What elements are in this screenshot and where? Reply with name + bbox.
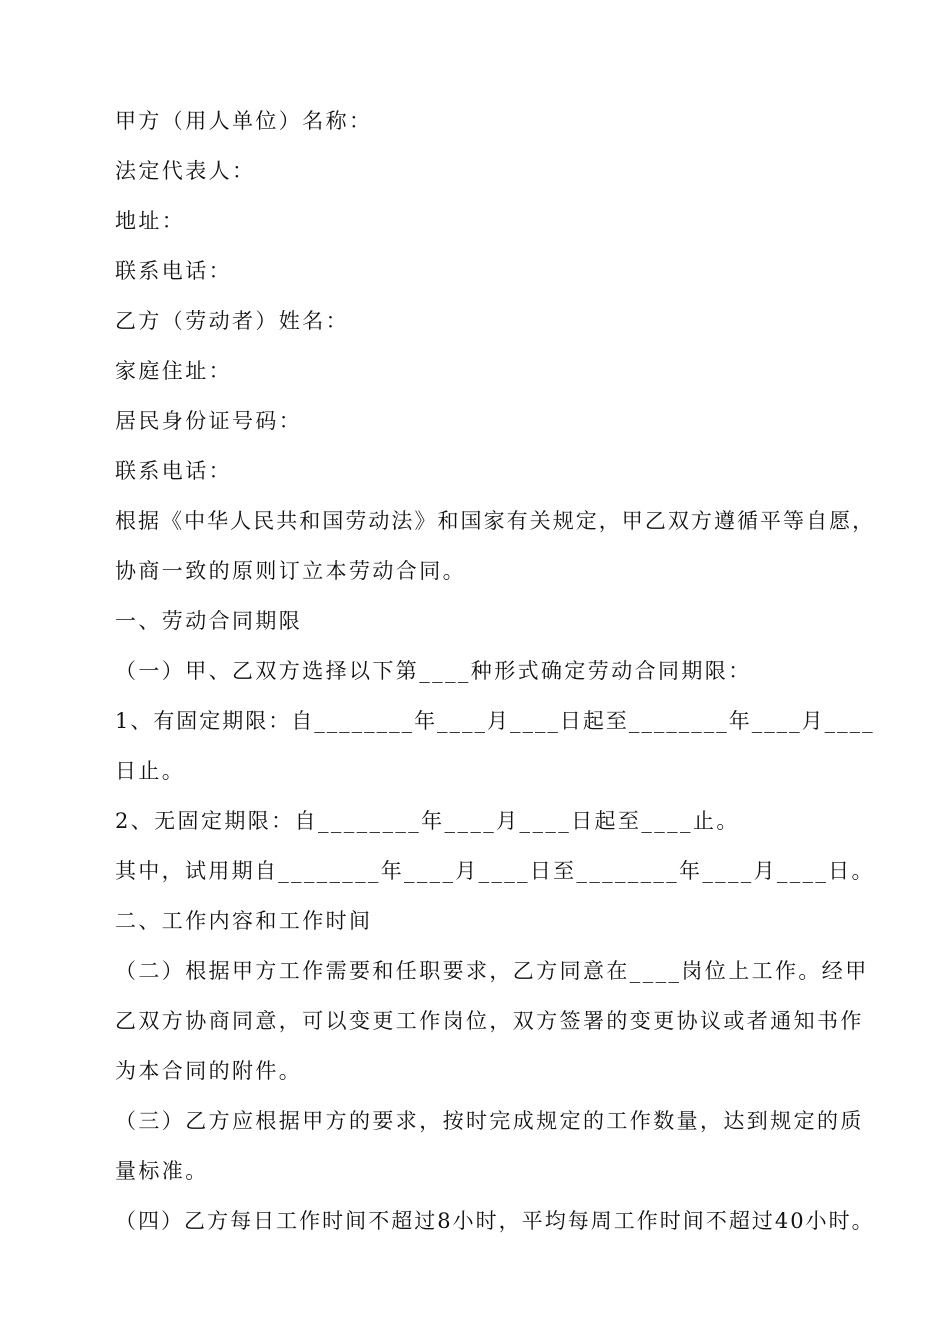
clause-2-line-1: （二）根据甲方工作需要和任职要求，乙方同意在____岗位上工作。经甲	[115, 959, 869, 983]
fixed-term-line-1: 1、有固定期限：自________年____月____日起至________年____月____	[115, 709, 875, 733]
legal-representative-line: 法定代表人：	[115, 159, 256, 183]
clause-3-line-1: （三）乙方应根据甲方的要求，按时完成规定的工作数量，达到规定的质	[115, 1109, 864, 1133]
clause-2-line-3: 为本合同的附件。	[115, 1059, 303, 1083]
probation-line: 其中，试用期自________年____月____日至________年____月____日。	[115, 859, 875, 883]
home-address-line: 家庭住址：	[115, 359, 232, 383]
section-2-heading: 二、工作内容和工作时间	[115, 909, 373, 933]
party-a-name-line: 甲方（用人单位）名称：	[115, 109, 373, 133]
preamble-line-2: 协商一致的原则订立本劳动合同。	[115, 559, 466, 583]
party-a-address-line: 地址：	[115, 209, 186, 233]
preamble-line-1: 根据《中华人民共和国劳动法》和国家有关规定，甲乙双方遵循平等自愿，	[115, 509, 876, 533]
section-1-heading: 一、劳动合同期限	[115, 609, 303, 633]
party-b-name-line: 乙方（劳动者）姓名：	[115, 309, 349, 333]
open-term-line: 2、无固定期限：自________年____月____日起至____止。	[115, 809, 740, 833]
clause-2-line-2: 乙双方协商同意，可以变更工作岗位，双方签署的变更协议或者通知书作	[115, 1009, 864, 1033]
fixed-term-line-2: 日止。	[115, 759, 186, 783]
id-number-line: 居民身份证号码：	[115, 409, 303, 433]
clause-1-line: （一）甲、乙双方选择以下第____种形式确定劳动合同期限：	[115, 659, 752, 683]
party-b-phone-line: 联系电话：	[115, 459, 232, 483]
clause-3-line-2: 量标准。	[115, 1159, 209, 1183]
party-a-phone-line: 联系电话：	[115, 259, 232, 283]
clause-4-line: （四）乙方每日工作时间不超过8小时，平均每周工作时间不超过40小时。	[115, 1209, 875, 1233]
